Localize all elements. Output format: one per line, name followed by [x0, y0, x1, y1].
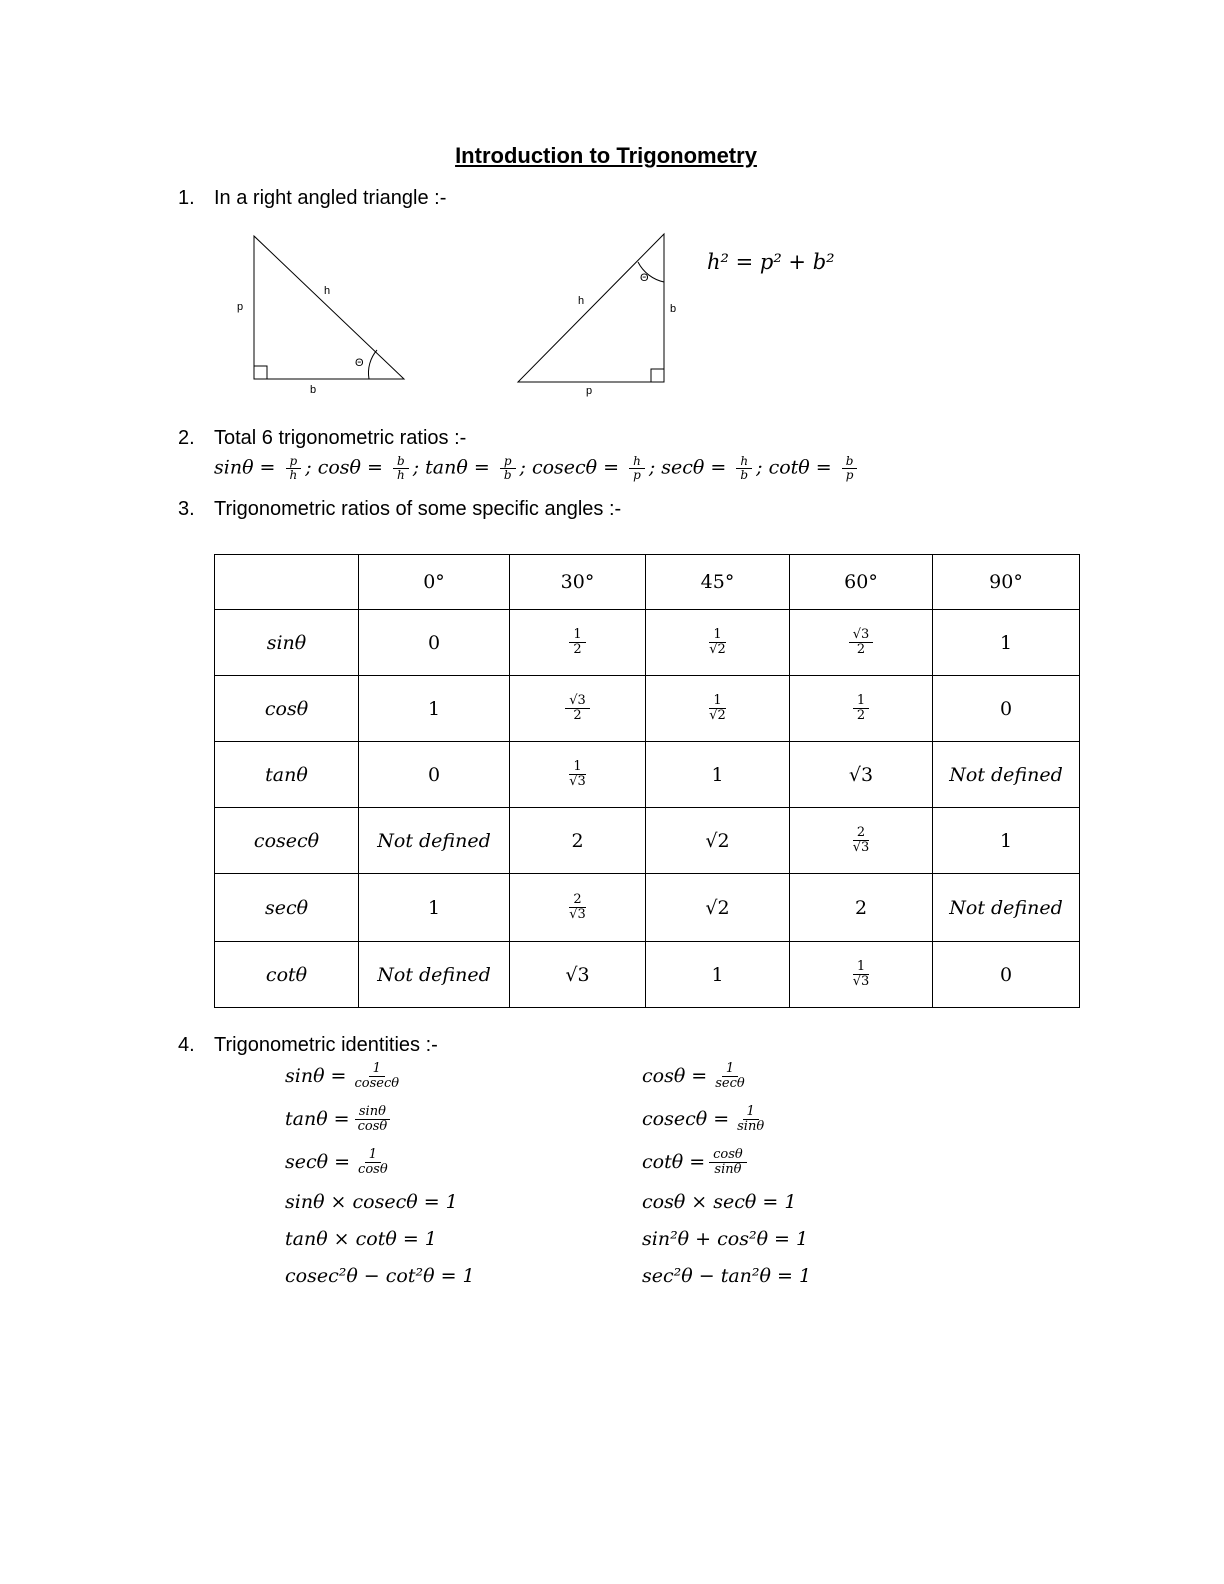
- table-cell: √3: [790, 742, 933, 808]
- table-cell: 1: [646, 942, 790, 1008]
- denominator: p: [633, 468, 641, 483]
- right-triangle: [518, 234, 664, 382]
- denominator: h: [289, 468, 298, 483]
- right-triangle-hypotenuse-label: h: [578, 295, 585, 307]
- section-heading: Total 6 trigonometric ratios :-: [214, 427, 467, 449]
- fraction: [709, 1148, 747, 1178]
- left-triangle-base-label: b: [310, 384, 317, 396]
- table-cell: Not defined: [933, 742, 1080, 808]
- fraction: [393, 455, 409, 482]
- row-label: cosθ: [215, 676, 359, 742]
- denominator: 2: [573, 642, 582, 657]
- denominator: h: [396, 468, 405, 483]
- identity-lhs: cosθ =: [642, 1064, 708, 1087]
- table-cell: √3: [510, 942, 646, 1008]
- denominator: secθ: [715, 1076, 745, 1092]
- column-header: 45°: [646, 555, 790, 610]
- identity: [285, 1191, 458, 1213]
- denominator: cosθ: [358, 1162, 388, 1178]
- table-cell: √2: [646, 808, 790, 874]
- denominator: √3: [569, 907, 586, 922]
- identity: [642, 1265, 811, 1287]
- identity-lhs: sec²θ − tan²θ = 1: [642, 1265, 812, 1287]
- identity: [285, 1148, 396, 1178]
- table-cell: [646, 610, 790, 676]
- right-triangle-base-label: p: [586, 385, 593, 397]
- table-cell: [790, 676, 933, 742]
- numerator: 1: [853, 960, 869, 975]
- numerator: 1: [569, 760, 585, 775]
- table-cell: [510, 742, 646, 808]
- fraction: [565, 694, 590, 724]
- trig-values-table: [214, 554, 1080, 1008]
- table-cell: 1: [933, 610, 1080, 676]
- table-cell: [790, 808, 933, 874]
- fraction: [711, 1062, 748, 1092]
- fraction: [853, 694, 869, 724]
- table-cell: [510, 874, 646, 942]
- denominator: p: [845, 468, 854, 483]
- table-cell: 0: [933, 676, 1080, 742]
- numerator: h: [629, 455, 645, 469]
- separator: ;: [519, 456, 532, 479]
- table-cell: 0: [359, 742, 510, 808]
- identity-lhs: tanθ =: [285, 1107, 350, 1130]
- separator: ;: [412, 456, 426, 479]
- fraction: [705, 694, 730, 724]
- table-cell: 1: [646, 742, 790, 808]
- denominator: √2: [709, 708, 726, 723]
- numerator: 1: [853, 694, 869, 709]
- identity: [285, 1105, 395, 1135]
- identity-lhs: sin²θ + cos²θ = 1: [642, 1228, 809, 1250]
- fraction: [736, 455, 752, 482]
- denominator: cosecθ: [354, 1076, 400, 1092]
- denominator: cosθ: [357, 1119, 388, 1135]
- fraction: [350, 1062, 403, 1092]
- table-cell: [510, 676, 646, 742]
- table-cell: 2: [510, 808, 646, 874]
- numerator: cosθ: [709, 1148, 747, 1163]
- table-row: [215, 742, 1080, 808]
- table-cell: [646, 676, 790, 742]
- triangle-diagrams: [0, 0, 1224, 420]
- identity-lhs: sinθ × cosecθ = 1: [285, 1191, 458, 1213]
- identity: [285, 1228, 437, 1250]
- numerator: 1: [743, 1105, 759, 1120]
- denominator: 2: [856, 642, 866, 657]
- section-number: 4.: [178, 1034, 195, 1056]
- fraction: [565, 893, 590, 923]
- denominator: √2: [709, 642, 726, 657]
- identity-lhs: sinθ =: [285, 1064, 347, 1087]
- right-triangle-angle-label: Θ: [640, 272, 649, 284]
- table-cell: 0: [933, 942, 1080, 1008]
- table-row: [215, 610, 1080, 676]
- identity-lhs: cotθ =: [642, 1150, 706, 1173]
- section-3: [178, 498, 878, 524]
- fraction: [849, 826, 874, 856]
- numerator: √3: [565, 694, 590, 709]
- table-row: [215, 676, 1080, 742]
- column-header: [215, 555, 359, 610]
- numerator: sinθ: [355, 1105, 390, 1120]
- numerator: 1: [365, 1148, 381, 1163]
- section-heading: Trigonometric identities :-: [214, 1034, 438, 1056]
- ratio-lhs: tanθ =: [425, 456, 496, 479]
- table-row: [215, 942, 1080, 1008]
- denominator: sinθ: [714, 1162, 742, 1178]
- identity: [285, 1265, 475, 1287]
- ratio-lhs: sinθ =: [214, 456, 282, 479]
- section-2: [178, 427, 778, 453]
- table-cell: 1: [359, 874, 510, 942]
- denominator: √3: [569, 774, 586, 789]
- row-label: secθ: [215, 874, 359, 942]
- fraction: [733, 1105, 768, 1135]
- table-row: [215, 874, 1080, 942]
- table-header-row: [215, 555, 1080, 610]
- left-triangle-angle-label: Θ: [355, 357, 364, 369]
- column-header: 60°: [790, 555, 933, 610]
- numerator: b: [842, 455, 858, 469]
- column-header: 90°: [933, 555, 1080, 610]
- fraction: [705, 628, 730, 658]
- numerator: 1: [569, 628, 585, 643]
- left-triangle-perpendicular-label: p: [237, 301, 244, 313]
- denominator: 2: [573, 708, 582, 723]
- table-cell: 1: [933, 808, 1080, 874]
- row-label: sinθ: [215, 610, 359, 676]
- fraction: [629, 455, 645, 482]
- section-number: 3.: [178, 498, 195, 520]
- row-label: cosecθ: [215, 808, 359, 874]
- pythagoras-formula: h² = p² + b²: [707, 250, 835, 274]
- column-header: 0°: [359, 555, 510, 610]
- identity-lhs: tanθ × cotθ = 1: [285, 1228, 437, 1250]
- table-row: [215, 808, 1080, 874]
- fraction: [849, 960, 874, 990]
- table-cell: [790, 610, 933, 676]
- page-title: Introduction to Trigonometry: [455, 143, 757, 168]
- fraction: [842, 455, 858, 482]
- numerator: 1: [369, 1062, 385, 1077]
- numerator: p: [500, 455, 516, 469]
- separator: ;: [305, 456, 318, 479]
- fraction: [286, 455, 302, 482]
- identity-lhs: cosθ × secθ = 1: [642, 1191, 797, 1213]
- table-cell: Not defined: [933, 874, 1080, 942]
- numerator: h: [736, 455, 752, 469]
- fraction: [849, 628, 874, 658]
- column-header: 30°: [510, 555, 646, 610]
- section-number: 2.: [178, 427, 195, 449]
- identity: [642, 1105, 772, 1135]
- right-triangle-perpendicular-label: b: [670, 303, 677, 315]
- table-cell: 1: [359, 676, 510, 742]
- denominator: √3: [852, 840, 870, 855]
- left-triangle: [254, 236, 404, 379]
- identity-lhs: secθ =: [285, 1150, 351, 1173]
- fraction: [565, 760, 590, 790]
- numerator: 1: [709, 628, 725, 643]
- table-cell: √2: [646, 874, 790, 942]
- identity-lhs: cosecθ =: [642, 1107, 730, 1130]
- ratio-lhs: cotθ =: [768, 456, 838, 479]
- identity-lhs: cosec²θ − cot²θ = 1: [285, 1265, 475, 1287]
- numerator: 2: [853, 826, 869, 841]
- fraction: [500, 455, 516, 482]
- numerator: p: [286, 455, 302, 469]
- table-cell: Not defined: [359, 942, 510, 1008]
- denominator: b: [740, 468, 749, 483]
- table-cell: 0: [359, 610, 510, 676]
- identity: [285, 1062, 407, 1092]
- section-4: [178, 1034, 778, 1060]
- numerator: 2: [569, 893, 585, 908]
- denominator: b: [503, 468, 512, 483]
- identity: [642, 1191, 796, 1213]
- fraction: [354, 1148, 392, 1178]
- table-cell: [510, 610, 646, 676]
- identity: [642, 1148, 751, 1178]
- numerator: b: [393, 455, 409, 469]
- ratio-lhs: cosecθ =: [531, 456, 626, 479]
- separator: ;: [648, 456, 662, 479]
- numerator: 1: [709, 694, 725, 709]
- left-triangle-hypotenuse-label: h: [324, 285, 331, 297]
- row-label: tanθ: [215, 742, 359, 808]
- ratios-line: [214, 455, 861, 482]
- table-cell: 2: [790, 874, 933, 942]
- fraction: [569, 628, 585, 658]
- denominator: 2: [856, 708, 866, 723]
- ratio-lhs: cosθ =: [317, 456, 389, 479]
- numerator: √3: [849, 628, 874, 643]
- identity: [642, 1062, 753, 1092]
- row-label: cotθ: [215, 942, 359, 1008]
- denominator: √3: [852, 974, 870, 989]
- separator: ;: [756, 456, 769, 479]
- denominator: sinθ: [737, 1119, 765, 1135]
- table-cell: Not defined: [359, 808, 510, 874]
- section-heading: Trigonometric ratios of some specific angles :-: [214, 498, 622, 520]
- identity: [642, 1228, 808, 1250]
- section-number: 1.: [178, 187, 195, 209]
- fraction: [354, 1105, 392, 1135]
- ratio-lhs: secθ =: [661, 456, 733, 479]
- section-heading: In a right angled triangle :-: [214, 187, 447, 209]
- table-cell: [790, 942, 933, 1008]
- numerator: 1: [722, 1062, 738, 1077]
